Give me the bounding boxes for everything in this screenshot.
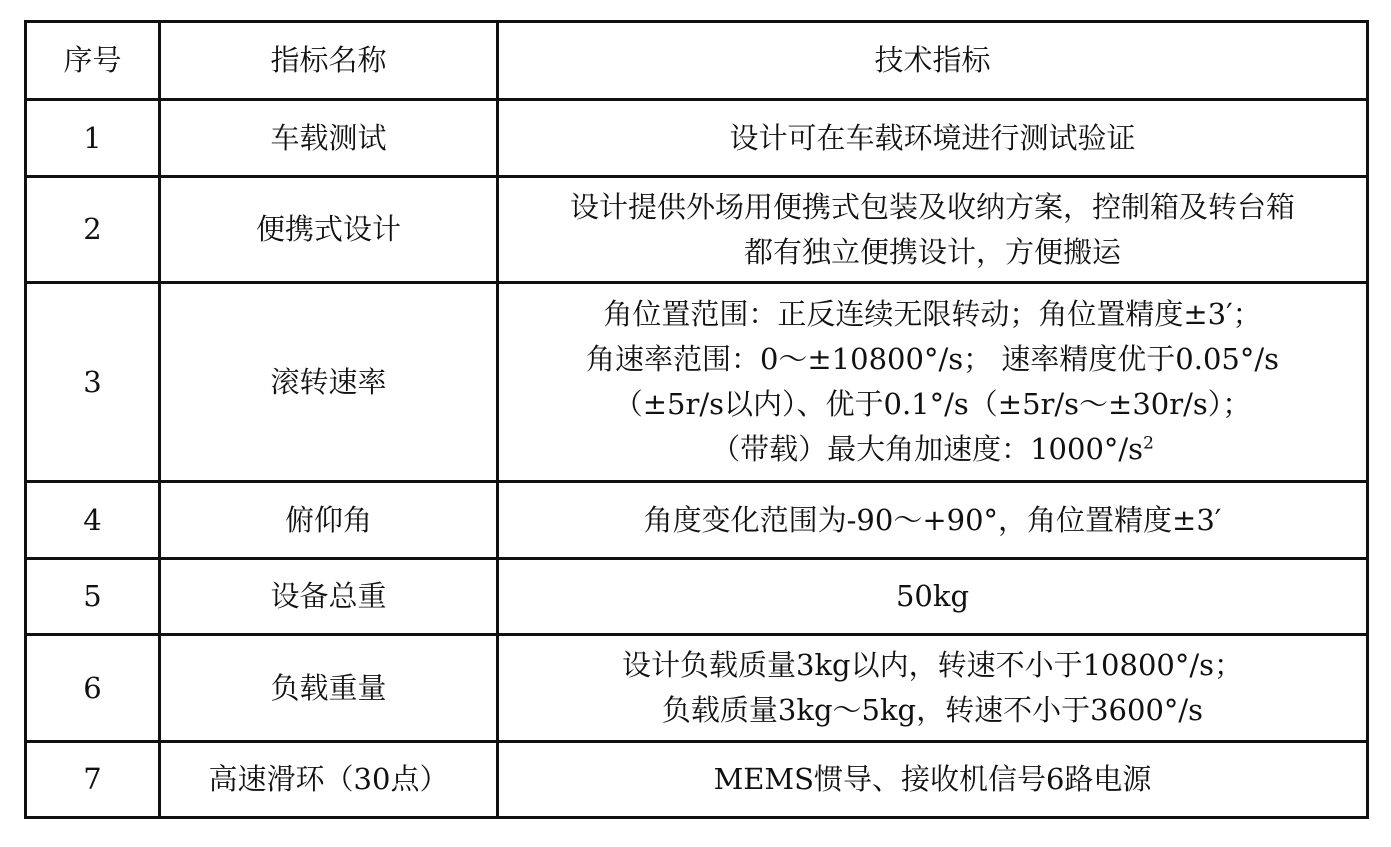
row-name: 车载测试 [160, 100, 498, 177]
table-row [26, 635, 1368, 742]
table-row [26, 742, 1368, 818]
row-name: 便携式设计 [160, 177, 498, 283]
row-spec [498, 283, 1368, 482]
table-row [26, 100, 1368, 177]
table-row [26, 482, 1368, 559]
spec-line: 角位置范围：正反连续无限转动；角位置精度±3′； [603, 297, 1262, 331]
superscript: 2 [1143, 433, 1154, 454]
header-spec: 技术指标 [498, 22, 1368, 100]
spec-line: 角度变化范围为-90～+90°，角位置精度±3′ [643, 502, 1222, 537]
row-index: 2 [26, 177, 160, 283]
row-name: 设备总重 [160, 559, 498, 635]
row-index: 3 [26, 283, 160, 482]
row-index: 6 [26, 635, 160, 742]
row-index: 4 [26, 482, 160, 559]
table-row [26, 177, 1368, 283]
row-name: 俯仰角 [160, 482, 498, 559]
row-name: 负载重量 [160, 635, 498, 742]
spec-table [24, 20, 1369, 819]
spec-line: 设计可在车载环境进行测试验证 [729, 120, 1136, 155]
table-header-row [26, 22, 1368, 100]
header-index: 序号 [26, 22, 160, 100]
spec-line: MEMS惯导、接收机信号6路电源 [713, 762, 1152, 796]
row-spec [498, 482, 1368, 559]
spec-line: （±5r/s以内）、优于0.1°/s（±5r/s～±30r/s）； [613, 387, 1252, 421]
row-index: 7 [26, 742, 160, 818]
row-spec [498, 100, 1368, 177]
row-spec [498, 177, 1368, 283]
spec-line: 负载质量3kg～5kg，转速不小于3600°/s [661, 693, 1204, 727]
table-row [26, 283, 1368, 482]
row-name: 滚转速率 [160, 283, 498, 482]
spec-table-container [24, 20, 1366, 819]
row-index: 1 [26, 100, 160, 177]
row-spec [498, 742, 1368, 818]
spec-line-with-superscript [503, 427, 1362, 472]
spec-line: 角速率范围：0～±10800°/s； 速率精度优于0.05°/s [585, 342, 1280, 376]
row-spec [498, 635, 1368, 742]
spec-line: 设计提供外场用便携式包装及收纳方案，控制箱及转台箱 [569, 189, 1295, 224]
row-index: 5 [26, 559, 160, 635]
spec-line: 都有独立便携设计，方便搬运 [743, 234, 1121, 269]
row-name: 高速滑环（30点） [160, 742, 498, 818]
table-row [26, 559, 1368, 635]
spec-line-text: （带载）最大角加速度：1000°/s [711, 432, 1144, 466]
header-name: 指标名称 [160, 22, 498, 100]
spec-line: 50kg [895, 579, 970, 613]
row-spec [498, 559, 1368, 635]
spec-line: 设计负载质量3kg以内，转速不小于10800°/s； [622, 648, 1243, 682]
